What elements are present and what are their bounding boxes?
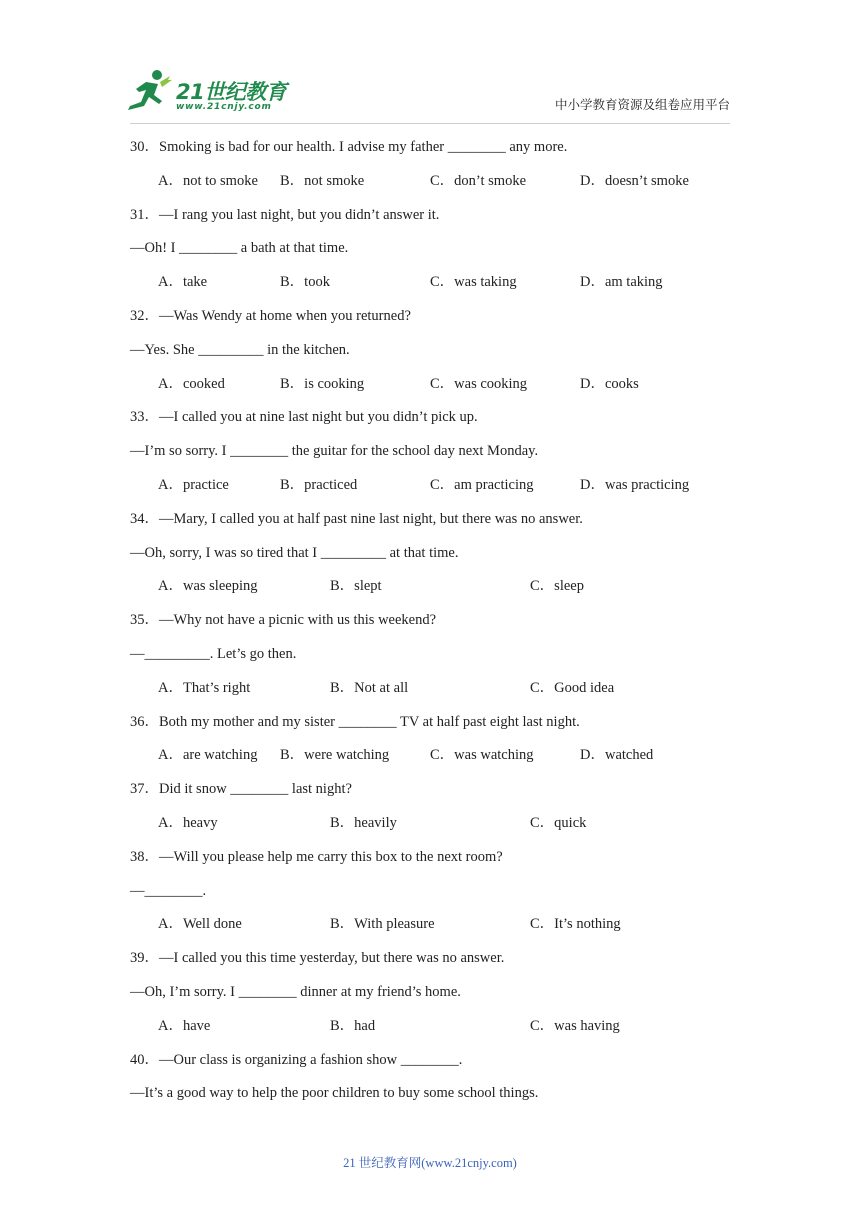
answer-option: B．Not at all bbox=[330, 679, 409, 696]
answer-option: A．cooked bbox=[158, 375, 225, 392]
header-divider bbox=[130, 123, 730, 124]
question-response: —Oh, I’m sorry. I ________ dinner at my friend’s home. bbox=[130, 984, 461, 1000]
question-stem: 38．—Will you please help me carry this box to the next room? bbox=[130, 848, 503, 865]
question-response: —Oh! I ________ a bath at that time. bbox=[130, 240, 349, 257]
answer-option: A．have bbox=[158, 1017, 211, 1034]
answer-option: C．am practicing bbox=[430, 477, 534, 493]
question-response: —I’m so sorry. I ________ the guitar for the school day next Monday. bbox=[130, 443, 539, 460]
logo-text: 21世纪教育 bbox=[176, 80, 287, 104]
runner-logo-icon bbox=[124, 68, 174, 114]
answer-option: C．Good idea bbox=[530, 679, 615, 696]
logo-url: www.21cnjy.com bbox=[176, 102, 272, 112]
question-stem: 33．—I called you at nine last night but you didn’t pick up. bbox=[130, 409, 478, 426]
answer-option: D．watched bbox=[580, 747, 654, 764]
answer-option: C．sleep bbox=[530, 578, 584, 595]
answer-option: D．was practicing bbox=[580, 477, 690, 493]
answer-option: A．practice bbox=[158, 477, 229, 493]
logo bbox=[124, 68, 294, 116]
footer-text: 21 世纪教育网(www.21cnjy.com) bbox=[343, 1156, 517, 1170]
answer-option: B．heavily bbox=[330, 815, 397, 831]
answer-option: D．cooks bbox=[580, 375, 639, 392]
question-response: —________. bbox=[130, 882, 207, 899]
answer-option: C．was taking bbox=[430, 274, 517, 291]
answer-option: C．was cooking bbox=[430, 375, 528, 392]
answer-option: A．are watching bbox=[158, 747, 258, 764]
question-stem: 35．—Why not have a picnic with us this weekend? bbox=[130, 612, 437, 629]
question-stem: 31．—I rang you last night, but you didn’t answer it. bbox=[130, 206, 440, 223]
answer-option: A．not to smoke bbox=[158, 172, 258, 189]
answer-option: B．is cooking bbox=[280, 375, 365, 392]
question-response: —Yes. She _________ in the kitchen. bbox=[130, 341, 350, 358]
answer-option: A．heavy bbox=[158, 815, 218, 831]
answer-option: B．not smoke bbox=[280, 172, 365, 189]
question-stem: 36．Both my mother and my sister ________ TV at half past eight last night. bbox=[130, 713, 580, 730]
answer-option: C．It’s nothing bbox=[530, 916, 621, 933]
answer-option: B．slept bbox=[330, 578, 382, 595]
question-response: —It’s a good way to help the poor children to buy some school things. bbox=[130, 1085, 539, 1102]
answer-option: B．With pleasure bbox=[330, 916, 435, 933]
answer-option: A．That’s right bbox=[158, 679, 251, 696]
answer-option: D．am taking bbox=[580, 274, 663, 291]
answer-option: A．was sleeping bbox=[158, 578, 258, 595]
answer-option: B．had bbox=[330, 1017, 376, 1034]
answer-option: A．take bbox=[158, 274, 208, 291]
answer-option: B．were watching bbox=[280, 747, 390, 764]
question-response: —Oh, sorry, I was so tired that I _________ at that time. bbox=[130, 544, 459, 561]
answer-option: C．was having bbox=[530, 1017, 620, 1034]
answer-option: C．was watching bbox=[430, 747, 534, 764]
question-stem: 34．—Mary, I called you at half past nine last night, but there was no answer. bbox=[130, 510, 583, 527]
question-stem: 37．Did it snow ________ last night? bbox=[130, 781, 352, 798]
answer-option: B．practiced bbox=[280, 477, 358, 493]
answer-option: C．don’t smoke bbox=[430, 172, 526, 189]
platform-title: 中小学教育资源及组卷应用平台 bbox=[554, 97, 730, 112]
answer-option: B．took bbox=[280, 274, 330, 291]
answer-option: A．Well done bbox=[158, 916, 242, 933]
answer-option: C．quick bbox=[530, 815, 587, 831]
answer-option: D．doesn’t smoke bbox=[580, 172, 689, 189]
question-stem: 32．—Was Wendy at home when you returned? bbox=[130, 308, 411, 324]
page-header bbox=[0, 0, 860, 125]
question-stem: 30．Smoking is bad for our health. I advise my father ________ any more. bbox=[130, 139, 568, 155]
question-response: —_________. Let’s go then. bbox=[130, 646, 297, 662]
question-stem: 39．—I called you this time yesterday, but there was no answer. bbox=[130, 950, 505, 967]
question-stem: 40．—Our class is organizing a fashion show ________. bbox=[130, 1051, 463, 1068]
